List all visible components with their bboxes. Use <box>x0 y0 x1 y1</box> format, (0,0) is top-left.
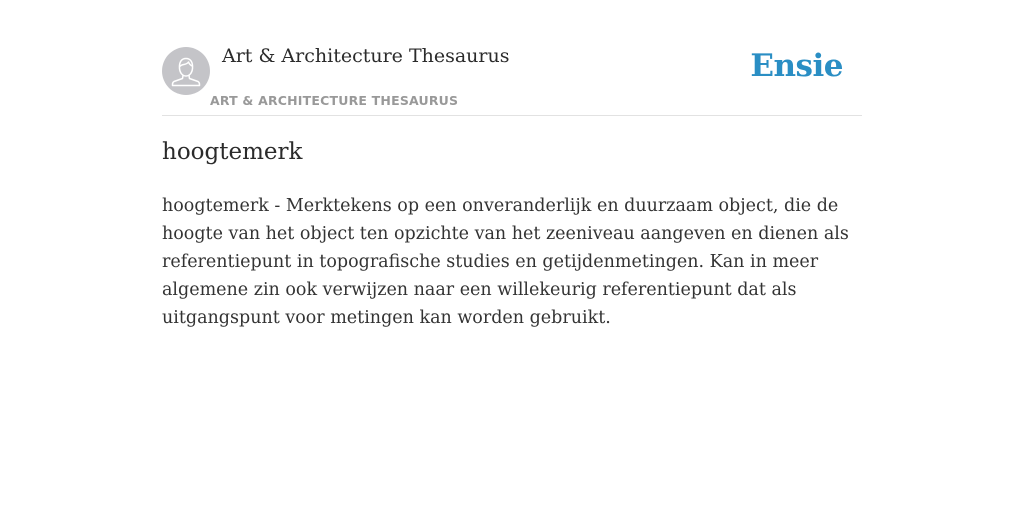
entry-header <box>162 40 862 116</box>
term-title: hoogtemerk <box>162 139 303 165</box>
author-name[interactable]: Art & Architecture Thesaurus <box>222 45 510 67</box>
ensie-logo-link[interactable]: Ensie <box>750 48 843 84</box>
author-avatar[interactable] <box>162 47 210 95</box>
term-definition: hoogtemerk - Merktekens op een onveranderlijk en duurzaam object, die de hoogte van het object ten opzichte van het zeeniveau aangeven en dienen als referentiepunt in topografische studies en getijdenmetingen. Kan in meer algemene zin ook verwijzen naar een willekeurig referentiepunt dat als uitgangspunt voor metingen kan worden gebruikt. <box>162 196 849 328</box>
author-category[interactable]: ART & ARCHITECTURE THESAURUS <box>210 93 459 108</box>
entry-card <box>162 40 862 328</box>
user-silhouette-icon <box>162 47 210 95</box>
